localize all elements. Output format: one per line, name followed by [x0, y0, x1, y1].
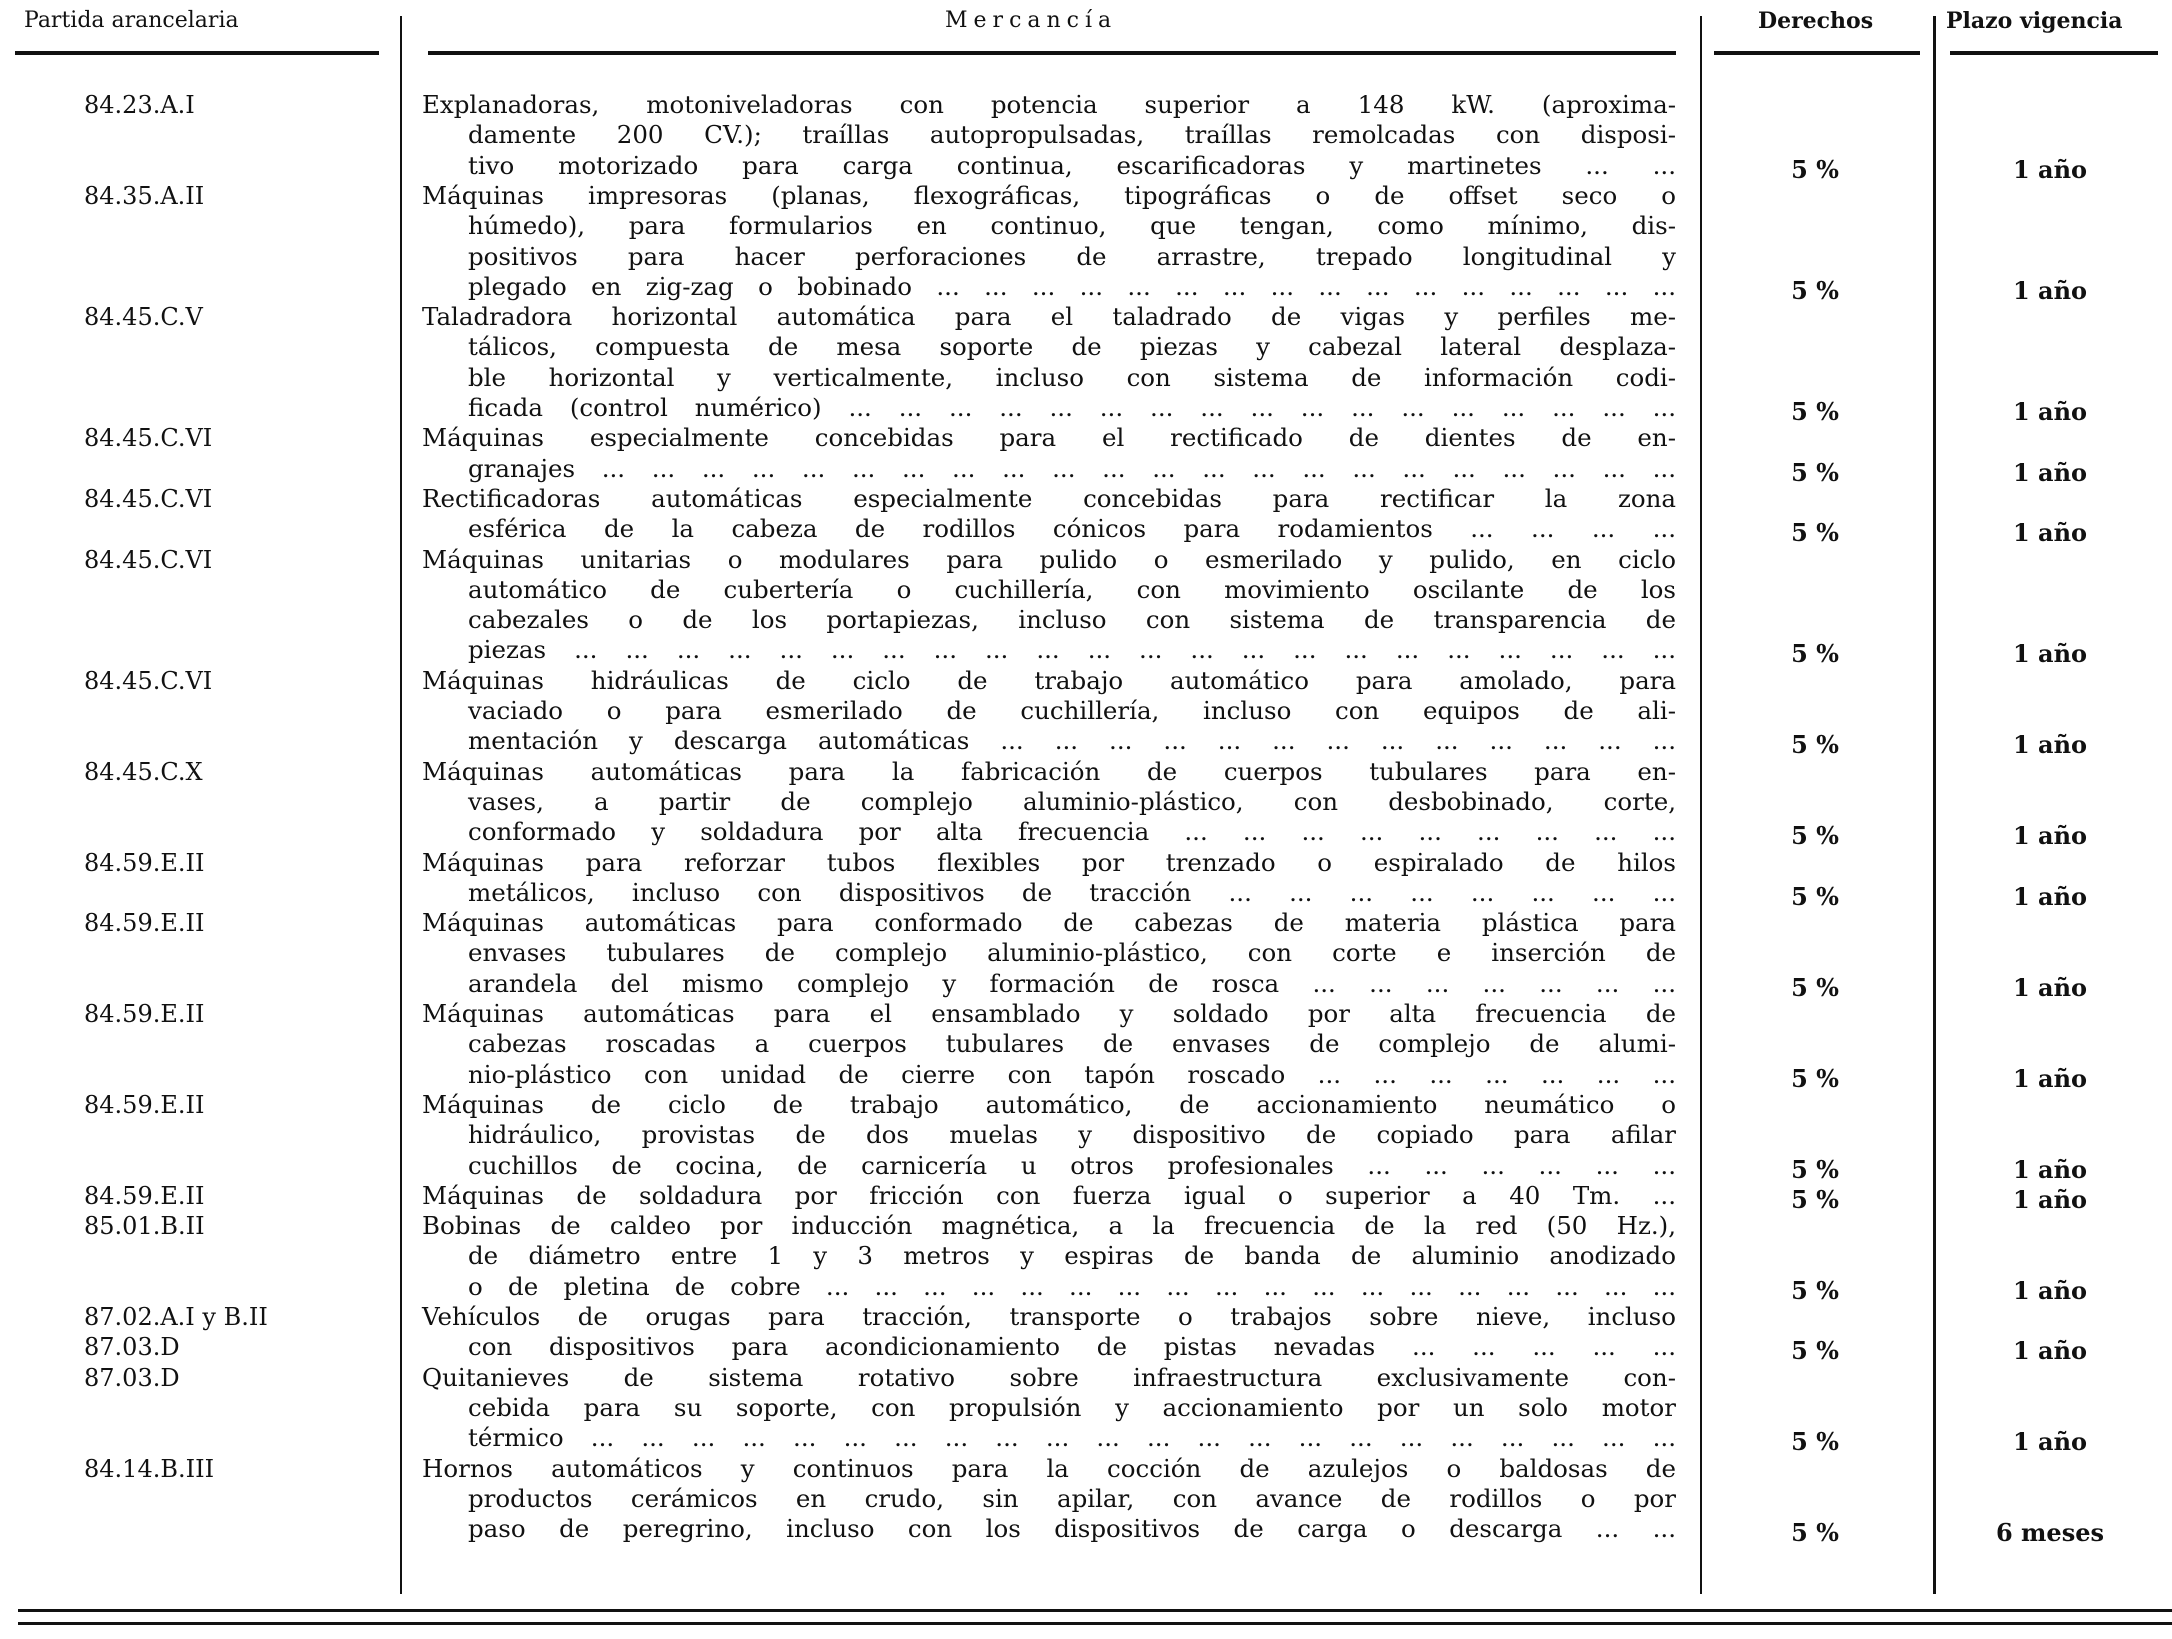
partida-code: 84.45.C.VI [84, 666, 213, 695]
mercancia-line: positivos para hacer perforaciones de arrastre, trepado longitudinal y [468, 241, 1676, 271]
plazo-value: 1 año [2012, 972, 2088, 1002]
mercancia-line: damente 200 CV.); traíllas autopropulsadas, traíllas remolcadas con disposi- [468, 120, 1676, 150]
mercancia-line: Explanadoras, motoniveladoras con potencia superior a 148 kW. (aproxima- [422, 90, 1676, 119]
plazo-value: 1 año [2012, 1336, 2088, 1366]
mercancia-line: Bobinas de caldeo por inducción magnética, a la frecuencia de la red (50 Hz.), [422, 1211, 1676, 1241]
header-rule [428, 51, 1676, 55]
plazo-value: 1 año [2012, 457, 2088, 487]
mercancia-line: térmico ... ... ... ... ... ... ... ... ... ... ... ... ... ... ... ... ... ... ... ... ... ... [468, 1423, 1676, 1453]
partida-code: 87.03.D [84, 1333, 180, 1362]
derechos-value: 5 % [1791, 730, 1839, 760]
column-divider [1700, 16, 1702, 1594]
mercancia-line: Quitanieves de sistema rotativo sobre infraestructura exclusivamente con- [422, 1362, 1676, 1392]
plazo-value: 6 meses [1995, 1518, 2104, 1548]
partida-code: 84.59.E.II [84, 1090, 205, 1119]
plazo-value: 1 año [2012, 1063, 2088, 1093]
derechos-value: 5 % [1791, 639, 1839, 669]
partida-code: 84.35.A.II [84, 181, 205, 210]
mercancia-line: Máquinas para reforzar tubos flexibles por trenzado o espiralado de hilos [422, 847, 1676, 877]
column-divider [1933, 16, 1936, 1594]
derechos-value: 5 % [1791, 881, 1839, 911]
plazo-value: 1 año [2012, 1184, 2088, 1214]
derechos-value: 5 % [1791, 1336, 1839, 1366]
column-divider [400, 16, 402, 1594]
derechos-value: 5 % [1791, 397, 1839, 426]
plazo-value: 1 año [2012, 154, 2088, 184]
partida-code: 84.14.B.III [84, 1454, 215, 1483]
mercancia-line: húmedo), para formularios en continuo, que tengan, como mínimo, dis- [468, 211, 1676, 241]
header-derechos: Derechos [1758, 8, 1874, 34]
plazo-value: 1 año [2012, 275, 2088, 305]
mercancia-line: ble horizontal y verticalmente, incluso con sistema de información codi- [468, 362, 1676, 392]
mercancia-line: nio-plástico con unidad de cierre con tapón roscado ... ... ... ... ... ... ... [468, 1059, 1676, 1089]
plazo-value: 1 año [2012, 1427, 2088, 1457]
mercancia-line: Máquinas automáticas para conformado de cabezas de materia plástica para [422, 908, 1676, 938]
mercancia-line: vaciado o para esmerilado de cuchillería, incluso con equipos de ali- [468, 696, 1676, 725]
partida-code: 84.45.C.V [84, 303, 203, 332]
mercancia-line: Taladradora horizontal automática para el taladrado de vigas y perfiles me- [422, 302, 1676, 332]
mercancia-line: metálicos, incluso con dispositivos de tracción ... ... ... ... ... ... ... ... [468, 877, 1676, 907]
plazo-value: 1 año [2012, 730, 2088, 760]
derechos-value: 5 % [1791, 457, 1839, 487]
derechos-value: 5 % [1791, 1063, 1839, 1093]
header-rule [1950, 51, 2158, 55]
partida-code: 87.02.A.I y B.II [84, 1303, 268, 1331]
mercancia-line: esférica de la cabeza de rodillos cónicos para rodamientos ... ... ... ... [468, 514, 1676, 544]
mercancia-line: hidráulico, provistas de dos muelas y dispositivo de copiado para afilar [468, 1120, 1676, 1150]
derechos-value: 5 % [1791, 1427, 1839, 1457]
partida-code: 84.45.C.VI [84, 484, 213, 513]
header-mercancia: Mercancía [945, 8, 1118, 33]
derechos-value: 5 % [1791, 1184, 1839, 1214]
mercancia-line: Máquinas automáticas para la fabricación de cuerpos tubulares para en- [422, 756, 1676, 786]
mercancia-line: automático de cubertería o cuchillería, con movimiento oscilante de los [468, 574, 1676, 604]
mercancia-line: Máquinas hidráulicas de ciclo de trabajo automático para amolado, para [422, 665, 1676, 695]
mercancia-line: tálicos, compuesta de mesa soporte de piezas y cabezal lateral desplaza- [468, 332, 1676, 362]
partida-code: 84.23.A.I [84, 91, 195, 119]
mercancia-line: vases, a partir de complejo aluminio-plástico, con desbobinado, corte, [468, 786, 1676, 816]
partida-code: 84.59.E.II [84, 1000, 205, 1028]
mercancia-line: o de pletina de cobre ... ... ... ... ... ... ... ... ... ... ... ... ... ... ... ... ... ... [468, 1271, 1676, 1301]
header-plazo: Plazo vigencia [1946, 8, 2123, 34]
mercancia-line: Máquinas impresoras (planas, flexográficas, tipográficas o de offset seco o [422, 180, 1676, 210]
mercancia-line: cabezas roscadas a cuerpos tubulares de envases de complejo de alumi- [468, 1029, 1676, 1059]
partida-code: 84.45.C.X [84, 757, 203, 786]
mercancia-line: Máquinas automáticas para el ensamblado y soldado por alta frecuencia de [422, 999, 1676, 1028]
mercancia-line: conformado y soldadura por alta frecuencia ... ... ... ... ... ... ... ... ... [468, 817, 1676, 847]
footer-rule [18, 1622, 2172, 1625]
header-partida: Partida arancelaria [24, 8, 239, 33]
mercancia-line: Máquinas unitarias o modulares para pulido o esmerilado y pulido, en ciclo [422, 544, 1676, 574]
derechos-value: 5 % [1791, 1275, 1839, 1305]
mercancia-line: cabezales o de los portapiezas, incluso con sistema de transparencia de [468, 605, 1676, 635]
derechos-value: 5 % [1791, 821, 1839, 851]
mercancia-line: envases tubulares de complejo aluminio-plástico, con corte e inserción de [468, 938, 1676, 968]
mercancia-line: Máquinas de ciclo de trabajo automático, de accionamiento neumático o [422, 1089, 1676, 1119]
mercancia-line: cuchillos de cocina, de carnicería u otros profesionales ... ... ... ... ... ... [468, 1150, 1676, 1180]
plazo-value: 1 año [2012, 639, 2088, 669]
plazo-value: 1 año [2012, 397, 2088, 426]
partida-code: 87.03.D [84, 1363, 180, 1392]
mercancia-line: con dispositivos para acondicionamiento de pistas nevadas ... ... ... ... ... [468, 1332, 1676, 1362]
mercancia-line: Hornos automáticos y continuos para la cocción de azulejos o baldosas de [422, 1453, 1676, 1483]
mercancia-line: productos cerámicos en crudo, sin apilar, con avance de rodillos o por [468, 1483, 1676, 1513]
mercancia-line: plegado en zig-zag o bobinado ... ... ... ... ... ... ... ... ... ... ... ... ... ... ... ... [468, 271, 1676, 301]
partida-code: 85.01.B.II [84, 1212, 205, 1241]
partida-code: 84.59.E.II [84, 909, 205, 938]
mercancia-line: granajes ... ... ... ... ... ... ... ... ... ... ... ... ... ... ... ... ... ... ... ... ... ... [468, 453, 1676, 483]
derechos-value: 5 % [1791, 154, 1839, 184]
derechos-value: 5 % [1791, 518, 1839, 548]
mercancia-line: ficada (control numérico) ... ... ... ... ... ... ... ... ... ... ... ... ... ... ... ... ... [468, 393, 1676, 422]
footer-rule [18, 1609, 2172, 1612]
plazo-value: 1 año [2012, 1275, 2088, 1305]
mercancia-line: piezas ... ... ... ... ... ... ... ... ... ... ... ... ... ... ... ... ... ... ... ... ... ... [468, 635, 1676, 665]
plazo-value: 1 año [2012, 1154, 2088, 1184]
header-rule [15, 51, 379, 55]
derechos-value: 5 % [1791, 1518, 1839, 1548]
mercancia-line: de diámetro entre 1 y 3 metros y espiras de banda de aluminio anodizado [468, 1241, 1676, 1271]
plazo-value: 1 año [2012, 518, 2088, 548]
mercancia-line: mentación y descarga automáticas ... ... ... ... ... ... ... ... ... ... ... ... ... [468, 726, 1676, 756]
partida-code: 84.45.C.VI [84, 424, 213, 453]
plazo-value: 1 año [2012, 881, 2088, 911]
partida-code: 84.59.E.II [84, 848, 205, 877]
plazo-value: 1 año [2012, 821, 2088, 851]
mercancia-line: arandela del mismo complejo y formación de rosca ... ... ... ... ... ... ... [468, 968, 1676, 998]
mercancia-line: Vehículos de orugas para tracción, transporte o trabajos sobre nieve, incluso [422, 1302, 1676, 1331]
mercancia-line: Rectificadoras automáticas especialmente concebidas para rectificar la zona [422, 483, 1676, 513]
header-rule [1714, 51, 1920, 55]
partida-code: 84.45.C.VI [84, 545, 213, 574]
mercancia-line: Máquinas especialmente concebidas para el rectificado de dientes de en- [422, 423, 1676, 453]
mercancia-line: cebida para su soporte, con propulsión y accionamiento por un solo motor [468, 1392, 1676, 1422]
derechos-value: 5 % [1791, 275, 1839, 305]
partida-code: 84.59.E.II [84, 1181, 205, 1210]
mercancia-line: tivo motorizado para carga continua, escarificadoras y martinetes ... ... [468, 150, 1676, 180]
derechos-value: 5 % [1791, 1154, 1839, 1184]
derechos-value: 5 % [1791, 972, 1839, 1002]
mercancia-line: Máquinas de soldadura por fricción con fuerza igual o superior a 40 Tm. ... [422, 1180, 1676, 1210]
mercancia-line: paso de peregrino, incluso con los dispositivos de carga o descarga ... ... [468, 1514, 1676, 1544]
